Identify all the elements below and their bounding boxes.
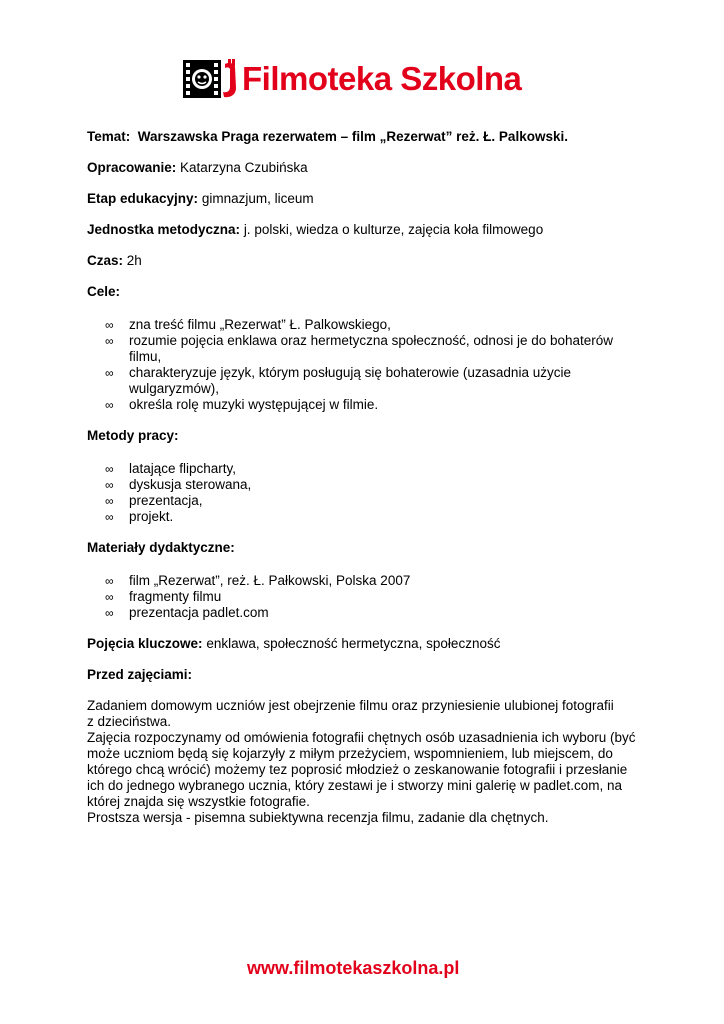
education-stage-value: gimnazjum, liceum xyxy=(201,191,314,206)
text-line: Prostsza wersja - pisemna subiektywna recenzja filmu, zadanie dla chętnych. xyxy=(87,810,549,825)
list-item xyxy=(105,493,647,509)
bullet-icon: ∞ xyxy=(105,462,114,476)
bullet-icon: ∞ xyxy=(105,574,114,588)
list-item xyxy=(105,317,647,333)
list-item-text: dyskusja sterowana, xyxy=(129,477,252,492)
list-item xyxy=(105,461,647,477)
text-line: Zajęcia rozpoczynamy od omówienia fotografii chętnych osób uzasadnienia ich wyboru (być xyxy=(87,730,636,745)
bullet-icon: ∞ xyxy=(105,366,114,380)
list-item-text: rozumie pojęcia enklawa oraz hermetyczna społeczność, odnosi je do bohaterów filmu, xyxy=(129,333,614,364)
list-item-text: prezentacja padlet.com xyxy=(129,605,269,620)
before-class-text xyxy=(87,698,647,826)
bullet-icon: ∞ xyxy=(105,478,114,492)
lesson-plan xyxy=(87,129,647,826)
list-item xyxy=(105,605,647,621)
duration-line xyxy=(87,253,647,269)
author-value: Katarzyna Czubińska xyxy=(180,160,308,175)
brand-name: Filmoteka Szkolna xyxy=(242,60,522,97)
methods-list xyxy=(87,461,647,525)
goals-heading: Cele: xyxy=(87,284,121,299)
methods-heading: Metody pracy: xyxy=(87,428,179,443)
list-item-text: film „Rezerwat”, reż. Ł. Pałkowski, Polska 2007 xyxy=(129,573,411,588)
education-stage-label: Etap edukacyjny: xyxy=(87,191,199,206)
bullet-icon: ∞ xyxy=(105,606,114,620)
duration-value: 2h xyxy=(126,253,142,268)
key-concepts-value: enklawa, społeczność hermetyczna, społeczność xyxy=(206,636,501,651)
list-item-text: prezentacja, xyxy=(129,493,203,508)
subject-unit-line xyxy=(87,222,647,238)
list-item-text: określa rolę muzyki występującej w filmie. xyxy=(129,397,379,412)
topic-value: Warszawska Praga rezerwatem – film „Rezerwat” reż. Ł. Palkowski. xyxy=(137,129,568,144)
text-line: którego chcą wrócić) możemy tez poprosić młodzież o zeskanowanie fotografii i przesłanie xyxy=(87,762,628,777)
materials-list xyxy=(87,573,647,621)
list-item-text: charakteryzuje język, którym posługują się bohaterowie (uzasadnia użycie wulgaryzmów), xyxy=(129,365,571,396)
goals-list xyxy=(87,317,647,413)
subject-unit-value: j. polski, wiedza o kulturze, zajęcia koła filmowego xyxy=(243,222,544,237)
before-class-heading: Przed zajęciami: xyxy=(87,667,193,682)
key-concepts-label: Pojęcia kluczowe: xyxy=(87,636,203,651)
bullet-icon: ∞ xyxy=(105,398,114,412)
text-line: może uczniom będą się kojarzyły z miłym przeżyciem, wspomnieniem, lub miejscem, do xyxy=(87,746,613,761)
list-item xyxy=(105,573,647,589)
text-line: Zadaniem domowym uczniów jest obejrzenie filmu oraz przyniesienie ulubionej fotografii xyxy=(87,698,614,713)
author-line xyxy=(87,160,647,176)
text-line: ich do jednego wybranego ucznia, który zestawi je i stworzy mini galerię w padlet.com, na xyxy=(87,778,623,793)
list-item xyxy=(105,397,647,413)
list-item xyxy=(105,509,647,525)
bullet-icon: ∞ xyxy=(105,510,114,524)
list-item-text: latające flipcharty, xyxy=(129,461,237,476)
bullet-icon: ∞ xyxy=(105,494,114,508)
list-item xyxy=(105,365,647,397)
subject-unit-label: Jednostka metodyczna: xyxy=(87,222,241,237)
bullet-icon: ∞ xyxy=(105,334,114,348)
list-item-text: zna treść filmu „Rezerwat” Ł. Palkowskiego, xyxy=(129,317,391,332)
list-item xyxy=(105,589,647,605)
list-item xyxy=(105,333,647,365)
duration-label: Czas: xyxy=(87,253,124,268)
topic-label: Temat: xyxy=(87,129,131,144)
list-item-text: projekt. xyxy=(129,509,174,524)
author-label: Opracowanie: xyxy=(87,160,177,175)
materials-heading: Materiały dydaktyczne: xyxy=(87,540,235,555)
text-line: z dzieciństwa. xyxy=(87,714,172,729)
education-stage-line xyxy=(87,191,647,207)
brand-logo xyxy=(182,57,521,101)
footer-website-link[interactable]: www.filmotekaszkolna.pl xyxy=(247,958,460,978)
film-reel-logo-icon xyxy=(182,58,240,100)
bullet-icon: ∞ xyxy=(105,318,114,332)
key-concepts-line xyxy=(87,636,647,652)
text-line: której znajda się wszystkie fotografie. xyxy=(87,794,310,809)
list-item xyxy=(105,477,647,493)
topic-line xyxy=(87,129,647,145)
bullet-icon: ∞ xyxy=(105,590,114,604)
list-item-text: fragmenty filmu xyxy=(129,589,222,604)
